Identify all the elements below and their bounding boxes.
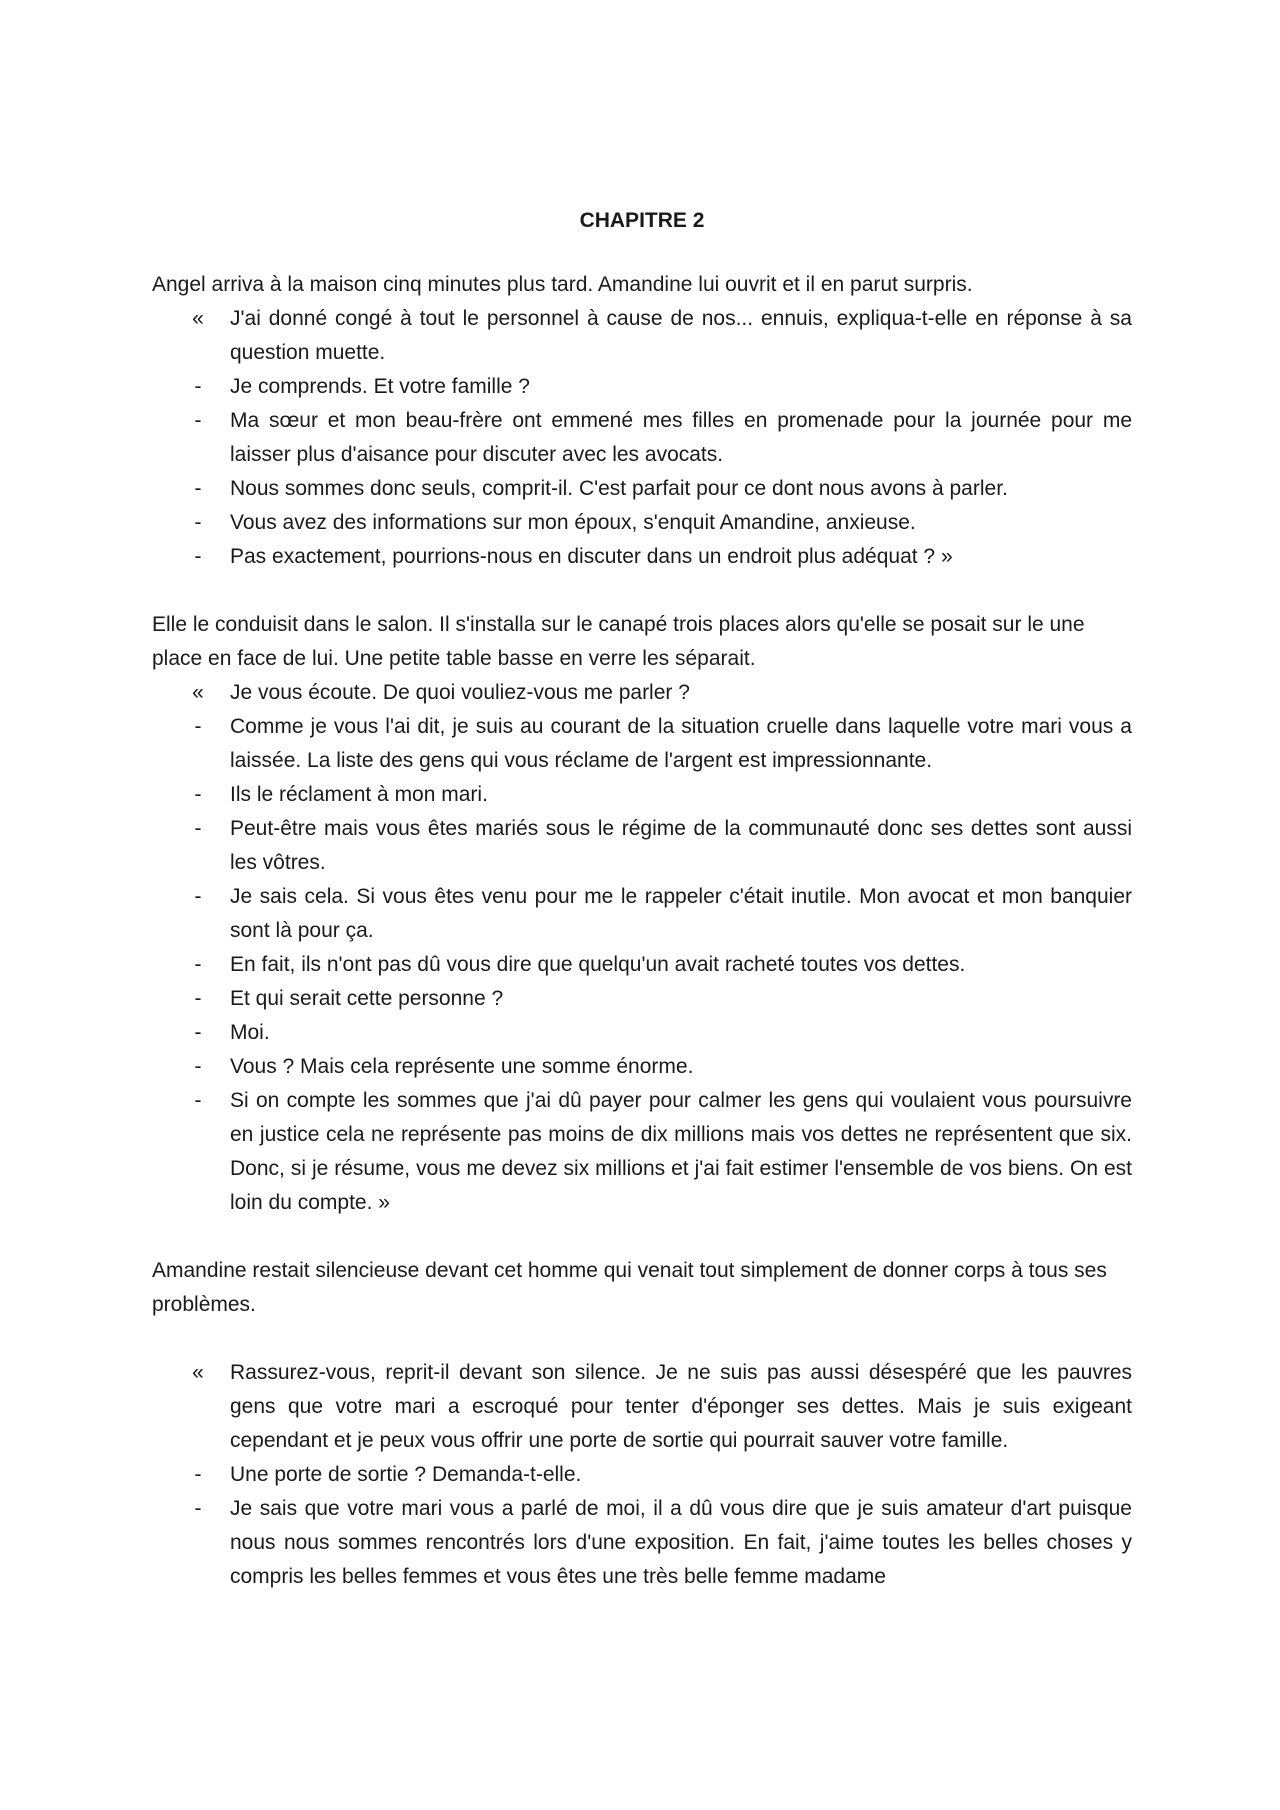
dialogue-text: Ma sœur et mon beau-frère ont emmené mes filles en promenade pour la journée pour me laisser plus d'aisance pour discuter avec les avocats.	[230, 409, 1132, 466]
dialogue-text: Et qui serait cette personne ?	[230, 987, 504, 1010]
dialogue-text: Rassurez-vous, reprit-il devant son silence. Je ne suis pas aussi désespéré que les pauvres gens que votre mari a escroqué pour tenter d'éponger ses dettes. Mais je suis exigeant cependant et je peux vous offrir une porte de sortie qui pourrait sauver votre famille.	[230, 1361, 1132, 1452]
dialogue-text: Si on compte les sommes que j'ai dû payer pour calmer les gens qui voulaient vous poursuivre en justice cela ne représente pas moins de dix millions mais vos dettes ne représentent que six. Donc, si je résume, vous me devez six millions et j'ai fait estimer l'ensemble de vos biens. On est loin du compte. »	[230, 1089, 1132, 1214]
dialogue-line	[152, 812, 1132, 880]
silence-paragraph: Amandine restait silencieuse devant cet homme qui venait tout simplement de donner corps à tous ses problèmes.	[152, 1259, 1107, 1316]
dialogue-line	[152, 676, 1132, 710]
dialogue-marker: «	[192, 681, 204, 704]
dialogue-text: Je sais que votre mari vous a parlé de moi, il a dû vous dire que je suis amateur d'art puisque nous nous sommes rencontrés lors d'une exposition. En fait, j'aime toutes les belles choses y compris les belles femmes et vous êtes une très belle femme madame	[230, 1497, 1132, 1588]
dialogue-line	[152, 506, 1132, 540]
dialogue-text: Peut-être mais vous êtes mariés sous le régime de la communauté donc ses dettes sont aussi les vôtres.	[230, 817, 1132, 874]
dialogue-line	[152, 1492, 1132, 1594]
dialogue-line	[152, 982, 1132, 1016]
dialogue-marker: -	[194, 409, 202, 432]
dialogue-marker: -	[194, 545, 202, 568]
dialogue-text: Nous sommes donc seuls, comprit-il. C'est parfait pour ce dont nous avons à parler.	[230, 477, 1008, 500]
dialogue-line	[152, 370, 1132, 404]
dialogue-line	[152, 948, 1132, 982]
paragraph-spacer	[152, 1322, 1132, 1356]
dialogue-text: En fait, ils n'ont pas dû vous dire que quelqu'un avait racheté toutes vos dettes.	[230, 953, 966, 976]
paragraph-spacer	[152, 1220, 1132, 1254]
dialogue-marker: -	[194, 1055, 202, 1078]
dialogue-block-3	[152, 1356, 1132, 1594]
dialogue-marker: -	[194, 987, 202, 1010]
dialogue-marker: -	[194, 1497, 202, 1520]
dialogue-text: Je comprends. Et votre famille ?	[230, 375, 530, 398]
dialogue-text: Vous ? Mais cela représente une somme énorme.	[230, 1055, 694, 1078]
dialogue-line	[152, 404, 1132, 472]
dialogue-marker: -	[194, 885, 202, 908]
chapter-title: CHAPITRE 2	[579, 209, 705, 232]
salon-paragraph: Elle le conduisit dans le salon. Il s'installa sur le canapé trois places alors qu'elle se posait sur le une place en face de lui. Une petite table basse en verre les séparait.	[152, 613, 1085, 670]
dialogue-line	[152, 302, 1132, 370]
dialogue-marker: -	[194, 477, 202, 500]
dialogue-block-2	[152, 676, 1132, 1220]
dialogue-marker: -	[194, 953, 202, 976]
dialogue-line	[152, 1356, 1132, 1458]
dialogue-line	[152, 1016, 1132, 1050]
dialogue-marker: «	[192, 307, 204, 330]
dialogue-line	[152, 1084, 1132, 1220]
paragraph-spacer	[152, 574, 1132, 608]
dialogue-marker: -	[194, 1021, 202, 1044]
dialogue-marker: -	[194, 783, 202, 806]
dialogue-text: Je sais cela. Si vous êtes venu pour me le rappeler c'était inutile. Mon avocat et mon banquier sont là pour ça.	[230, 885, 1132, 942]
dialogue-line	[152, 1050, 1132, 1084]
dialogue-line	[152, 472, 1132, 506]
dialogue-text: J'ai donné congé à tout le personnel à cause de nos... ennuis, expliqua-t-elle en réponse à sa question muette.	[230, 307, 1132, 364]
dialogue-line	[152, 710, 1132, 778]
dialogue-marker: -	[194, 375, 202, 398]
dialogue-text: Vous avez des informations sur mon époux, s'enquit Amandine, anxieuse.	[230, 511, 916, 534]
intro-paragraph: Angel arriva à la maison cinq minutes plus tard. Amandine lui ouvrit et il en parut surpris.	[152, 273, 973, 296]
dialogue-marker: -	[194, 817, 202, 840]
dialogue-marker: -	[194, 1463, 202, 1486]
dialogue-marker: «	[192, 1361, 204, 1384]
dialogue-text: Comme je vous l'ai dit, je suis au courant de la situation cruelle dans laquelle votre mari vous a laissée. La liste des gens qui vous réclame de l'argent est impressionnante.	[230, 715, 1132, 772]
dialogue-text: Ils le réclament à mon mari.	[230, 783, 488, 806]
dialogue-text: Une porte de sortie ? Demanda-t-elle.	[230, 1463, 582, 1486]
dialogue-line	[152, 880, 1132, 948]
dialogue-marker: -	[194, 715, 202, 738]
dialogue-marker: -	[194, 511, 202, 534]
dialogue-block-1	[152, 302, 1132, 574]
dialogue-text: Pas exactement, pourrions-nous en discuter dans un endroit plus adéquat ? »	[230, 545, 953, 568]
dialogue-marker: -	[194, 1089, 202, 1112]
dialogue-text: Je vous écoute. De quoi vouliez-vous me parler ?	[230, 681, 690, 704]
dialogue-text: Moi.	[230, 1021, 270, 1044]
document-page	[152, 204, 1132, 1594]
dialogue-line	[152, 1458, 1132, 1492]
dialogue-line	[152, 540, 1132, 574]
dialogue-line	[152, 778, 1132, 812]
